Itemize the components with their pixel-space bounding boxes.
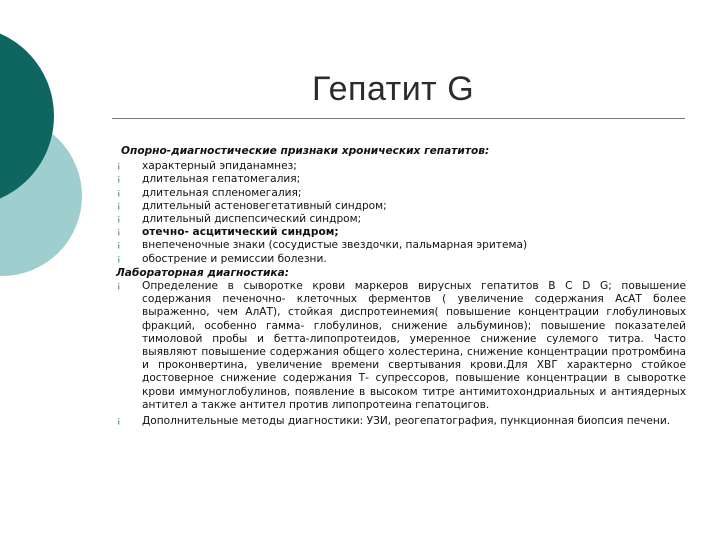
slide-content [116, 145, 686, 428]
list-item-text: отечно- асцитический синдром; [142, 226, 339, 239]
list-item [116, 280, 686, 412]
list-item [116, 200, 686, 213]
list-item [116, 226, 686, 239]
section-heading-lab-diagnostics: Лабораторная диагностика: [116, 266, 289, 279]
bullet-icon: ¡ [117, 200, 121, 211]
bullet-icon: ¡ [117, 240, 121, 251]
list-item [116, 415, 686, 428]
list-item [116, 253, 686, 266]
list-item-text: Определение в сыворотке крови маркеров вирусных гепатитов B C D G; повышение содержания печеночно- клеточных ферментов ( увеличение содержания АсАТ более выраженно, чем АлАТ), стойкая диспротеинемия( повышение концентрации глобулиновых фракций, особенно гамма- глобулинов, снижение альбуминов); повышение показателей тимоловой пробы и бетта-липопротеидов, умеренное снижение сулемого титра. Часто выявляют повышение содержания общего холестерина, снижение концентрации протромбина и проконвертина, увеличение времени свертывания крови.Для ХВГ характерно стойкое достоверное снижение содержания Т- супрессоров, повышение концентрации в сыворотке крови иммуноглобулинов, появление в высоком титре антимитохондриальных и антиядерных антител а также антител против липопротеина гепатоцигов. [142, 280, 686, 411]
bullet-icon: ¡ [117, 416, 121, 427]
bullet-icon: ¡ [117, 253, 121, 264]
list-item-text: длительная гепатомегалия; [142, 173, 301, 186]
list-item [116, 239, 686, 252]
list-item-text: характерный эпиданамнез; [142, 160, 297, 173]
bullet-icon: ¡ [117, 227, 121, 238]
list-item-text: длительный астеновегетативный синдром; [142, 199, 387, 212]
title-divider [112, 118, 685, 119]
bullet-icon: ¡ [117, 214, 121, 225]
bullet-icon: ¡ [117, 174, 121, 185]
bullet-icon: ¡ [117, 187, 121, 198]
list-item [116, 187, 686, 200]
bullet-icon: ¡ [117, 281, 121, 292]
list-item-text: обострение и ремиссии болезни. [142, 252, 327, 265]
list-item-text: длительный диспепсический синдром; [142, 213, 362, 226]
list-item-text: длительная спленомегалия; [142, 186, 302, 199]
list-item [116, 213, 686, 226]
list-item [116, 160, 686, 173]
list-item-text: Дополнительные методы диагностики: УЗИ, реогепатография, пункционная биопсия печени. [142, 415, 671, 428]
section-heading-diagnostic-signs: Опорно-диагностические признаки хронических гепатитов: [121, 145, 490, 157]
list-item-text: внепеченочные знаки (сосудистые звездочки, пальмарная эритема) [142, 239, 528, 252]
list-item [116, 173, 686, 186]
bullet-icon: ¡ [117, 161, 121, 172]
slide-title: Гепатит G [312, 70, 475, 108]
